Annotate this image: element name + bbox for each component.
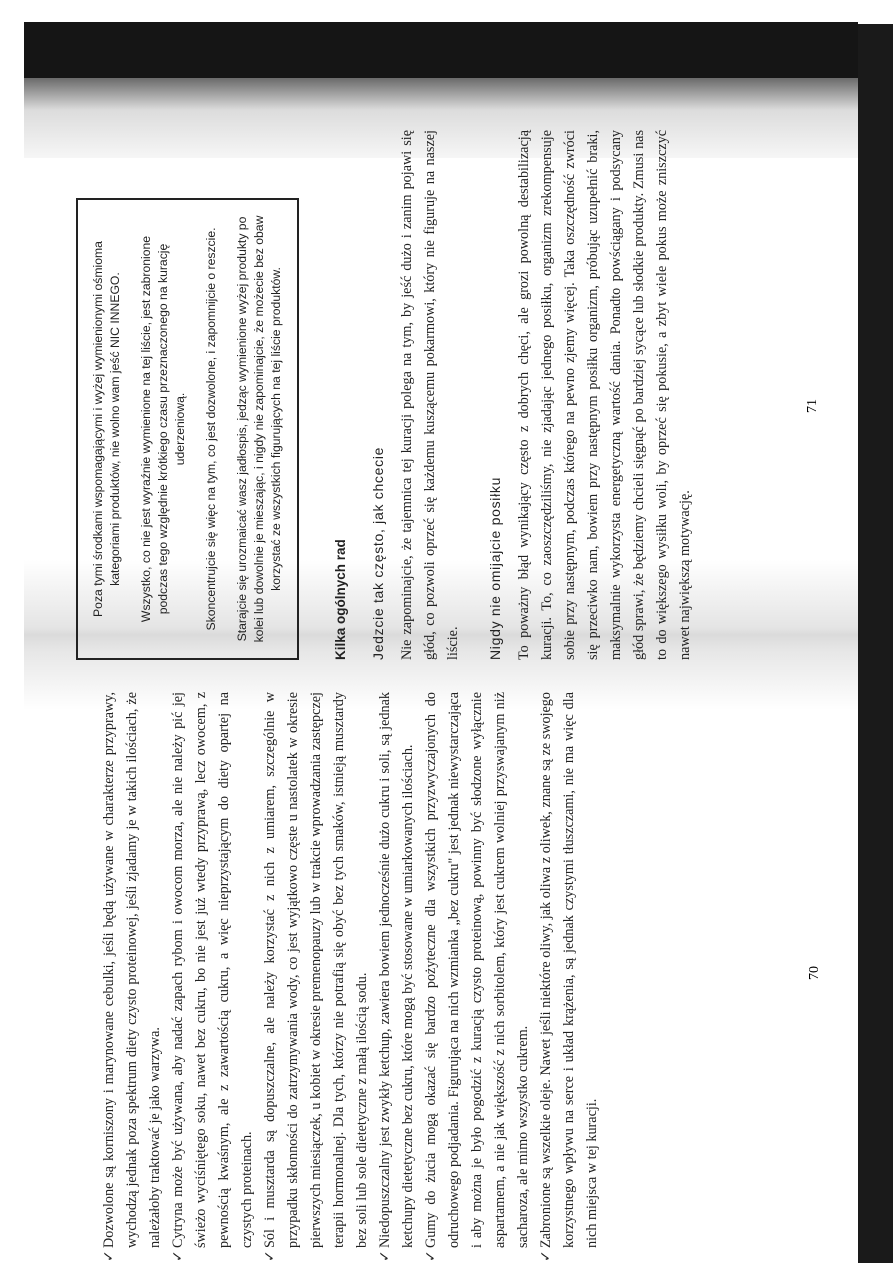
bullet-text: Cytryna może być używana, aby nadać zapach rybom i owocom morza, ale nie należy pić jej świeżo wyciśniętego soku, nawet bez cukru, bo nie jest już wtedy przyprawą, lecz owocem, z pewnością kwaśnym, ale z zawartością cukru, a więc nieprzystającym do diety opartej na czystych proteinach.	[170, 692, 255, 1248]
check-icon: ✓	[262, 1250, 278, 1262]
advice-bullet-list	[98, 692, 604, 1262]
advice-1-text: Nie zapominajcie, że tajemnica tej kuracji polega na tym, by jeść dużo i zanim pojawi się głód, co pozwoli oprzeć się każdemu kuszącemu pokarmowi, który nie figuruje na naszej liście.	[399, 130, 461, 660]
check-icon: ✓	[377, 1250, 393, 1262]
bullet-text: Niedopuszczalny jest zwykły ketchup, zawiera bowiem jednocześnie dużo cukru i soli, są jednak ketchupy dietetyczne bez cukru, które mogą być stosowane w umiarkowanych ilościach.	[377, 692, 416, 1248]
check-icon: ✓	[423, 1250, 439, 1262]
section-title: Kilka ogólnych rad	[333, 539, 348, 660]
advice-1-title: Jedzcie tak często, jak chcecie	[370, 446, 386, 660]
check-icon: ✓	[101, 1250, 117, 1262]
bullet-item	[167, 692, 259, 1262]
bullet-text: Sól i musztarda są dopuszczalne, ale należy korzystać z nich z umiarem, szczególnie w przypadku skłonności do zatrzymywania wody, co jest wyjątkowo częste u nastolatek w okresie pierwszych miesiączek, u kobiet w okresie premenopauzy lub w trakcie wprowadzania zastępczej terapii hormonalnej. Dla tych, którzy nie potrafią się obyć bez tych smaków, istnieją musztardy bez soli lub sole dietetyczne z małą ilością sodu.	[262, 692, 370, 1248]
bullet-item	[259, 692, 374, 1262]
scan-top-margin	[0, 0, 893, 24]
advice-2-text: To poważny błąd wynikający często z dobrych chęci, ale grozi powolną destabilizacją kuracji. To, co zaoszczędziliśmy, nie zjadając jednego posiłku, organizm zrekompensuje sobie przy następnym, podczas którego na pewno zjemy więcej. Taka oszczędność zwróci się przeciwko nam, bowiem przy następnym posiłku organizm, próbując uzupełnić braki, maksymalnie wykorzysta energetyczną wartość dania. Ponadto powściągany i podsycany głód sprawi, że będziemy chcieli sięgnąć po bardziej sycące lub słodkie produkty. Zmusi nas to do większego wysiłku woli, by oprzeć się pokusie, a zbyt wiele pokus może zniszczyć nawet największą motywację.	[516, 130, 693, 660]
book-edge-shadow	[24, 22, 858, 78]
advice-2-title: Nigdy nie omijajcie posiłku	[487, 476, 503, 660]
bullet-item	[374, 692, 420, 1262]
check-icon: ✓	[170, 1250, 186, 1262]
bullet-text: Dozwolone są korniszony i marynowane cebulki, jeśli będą używane w charakterze przyprawy, wychodzą jednak poza spektrum diety czysto proteinowej, jeśli zjadamy je w takich ilościach, że należałoby traktować je jako warzywa.	[101, 692, 163, 1248]
info-box-paragraph-3: Skoncentrujcie się więc na tym, co jest dozwolone, i zapomnijcie o reszcie.	[204, 227, 218, 631]
scanner-border	[858, 24, 893, 1263]
page-number-70: 70	[807, 966, 822, 980]
bullet-item	[420, 692, 535, 1262]
info-box-paragraph-1: Poza tymi środkami wspomagającymi i wyżej wymienionymi ośmioma kategoriami produktów, nie wolno wam jeść NIC INNEGO.	[91, 241, 122, 617]
page-71	[20, 130, 719, 660]
bullet-item	[98, 692, 167, 1262]
bullet-text: Gumy do żucia mogą okazać się bardzo pożyteczne dla wszystkich przyzwyczajonych do odruchowego podjadania. Figurująca na nich wzmianka „bez cukru" jest jednak niewystarczająca i aby można je było pogodzić z kuracją czysto proteinową, powinny być słodzone wyłącznie aspartamem, a nie jak większość z nich sorbitolem, który jest cukrem wolniej przyswajanym niż sacharoza, ale mimo wszystko cukrem.	[423, 692, 531, 1248]
info-box-paragraph-2: Wszystko, co nie jest wyraźnie wymienione na tej liście, jest zabronione podczas tego względnie krótkiego czasu przeznaczonego na kurację uderzeniową.	[139, 235, 187, 623]
bullet-text: Zabronione są wszelkie oleje. Nawet jeśli niektóre oliwy, jak oliwa z oliwek, znane są ze swojego korzystnego wpływu na serce i układ krążenia, są jednak czystymi tłuszczami, nie ma więc dla nich miejsca w tej kuracji.	[538, 692, 600, 1248]
bullet-item	[535, 692, 604, 1262]
info-box-paragraph-4: Starajcie się urozmaicać wasz jadłospis, jedząc wymienione wyżej produkty po kolei lub dowolnie je mieszając, i nigdy nie zapominajcie, że możecie bez obaw korzystać ze wszystkich figurujących na tej liście produktów.	[235, 215, 283, 643]
page-70	[20, 692, 604, 1262]
info-box	[76, 198, 299, 660]
page-number-71: 71	[805, 399, 820, 413]
check-icon: ✓	[538, 1250, 554, 1262]
